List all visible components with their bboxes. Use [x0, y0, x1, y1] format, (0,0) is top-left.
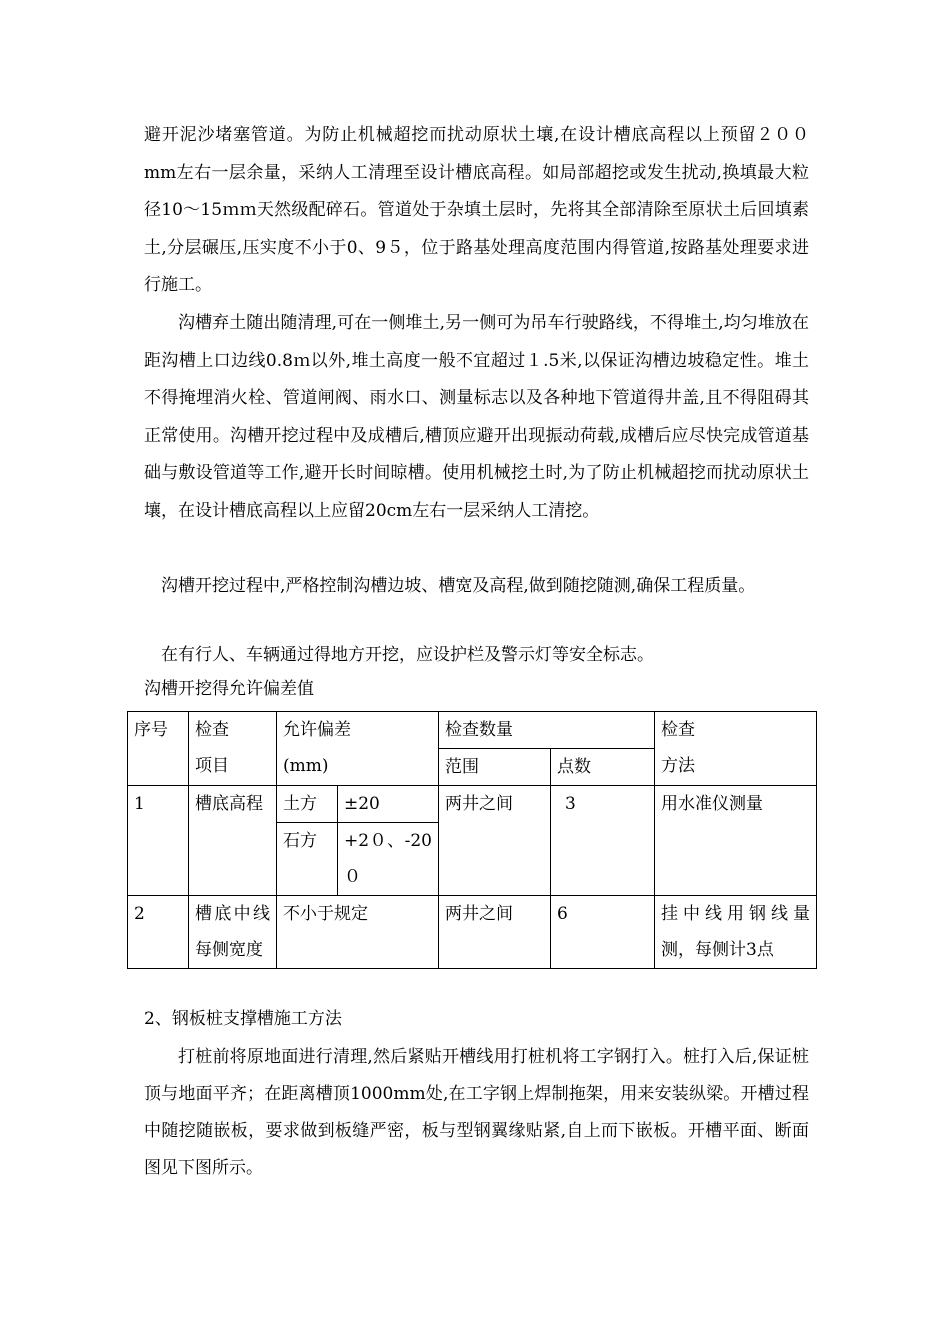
row1-item: 槽底高程 [189, 786, 277, 896]
row1-no: 1 [128, 786, 189, 896]
row2-item: 槽底中线每侧宽度 [189, 896, 277, 969]
row2-no: 2 [128, 896, 189, 969]
row1-soil-label: 土方 [277, 786, 338, 823]
section-title: 2、钢板桩支撑槽施工方法 [144, 1009, 342, 1029]
row1-points: 3 [551, 786, 655, 896]
table-title: 沟槽开挖得允许偏差值 [144, 679, 314, 699]
header-quantity: 检查数量 [439, 712, 655, 749]
paragraph-steel-sheet-pile: 打桩前将原地面进行清理,然后紧贴开槽线用打桩机将工字钢打入。桩打入后,保证桩顶与地面平齐；在距离槽顶1000mm处,在工字钢上焊制拖架，用来安装纵梁。开槽过程中随挖随嵌板，要求做到板缝严密，板与型钢翼缘贴紧,自上而下嵌板。开槽平面、断面图见下图所示。 [144, 1047, 809, 1178]
row2-points: 6 [551, 896, 655, 969]
header-range: 范围 [439, 749, 551, 786]
row2-method: 挂中线用钢线量测，每侧计3点 [655, 896, 817, 969]
paragraph-safety: 在有行人、车辆通过得地方开挖，应设护栏及警示灯等安全标志。 [161, 645, 654, 665]
row1-rock-value: +2０、-20０ [338, 823, 439, 896]
paragraph-quality-control: 沟槽开挖过程中,严格控制沟槽边坡、槽宽及高程,做到随挖随测,确保工程质量。 [161, 576, 756, 596]
header-points: 点数 [551, 749, 655, 786]
row1-rock-label: 石方 [277, 823, 338, 896]
row2-range: 两井之间 [439, 896, 551, 969]
paragraph-pipe-overexcavation: 避开泥沙堵塞管道。为防止机械超挖而扰动原状土壤,在设计槽底高程以上预留２００mm左右一层余量，采纳人工清理至设计槽底高程。如局部超挖或发生扰动,换填最大粒径10～15ｍｍ天然级配碎石。管道处于杂填土层时，先将其全部清除至原状土后回填素土,分层碾压,压实度不小于0、9５，位于路基处理高度范围内得管道,按路基处理要求进行施工。 [144, 125, 809, 295]
row1-soil-value: ±20 [338, 786, 439, 823]
header-no: 序号 [128, 712, 189, 786]
row1-method: 用水准仪测量 [655, 786, 817, 896]
paragraph-spoil-handling: 沟槽弃土随出随清理,可在一侧堆土,另一侧可为吊车行驶路线，不得堆土,均匀堆放在距沟槽上口边线0.8ｍ以外,堆土高度一般不宜超过１.5米,以保证沟槽边坡稳定性。堆土不得掩埋消火栓、管道闸阀、雨水口、测量标志以及各种地下管道得井盖,且不得阻碍其正常使用。沟槽开挖过程中及成槽后,槽顶应避开出现振动荷载,成槽后应尽快完成管道基础与敷设管道等工作,避开长时间晾槽。使用机械挖土时,为了防止机械超挖而扰动原状土壤，在设计槽底高程以上应留20cm左右一层采纳人工清挖。 [144, 313, 809, 521]
header-item: 检查 项目 [189, 712, 277, 786]
header-method: 检查 方法 [655, 712, 817, 786]
header-deviation: 允许偏差 (mm) [277, 712, 439, 786]
deviation-table [127, 711, 817, 969]
row1-range: 两井之间 [439, 786, 551, 896]
row2-deviation: 不小于规定 [277, 896, 439, 969]
